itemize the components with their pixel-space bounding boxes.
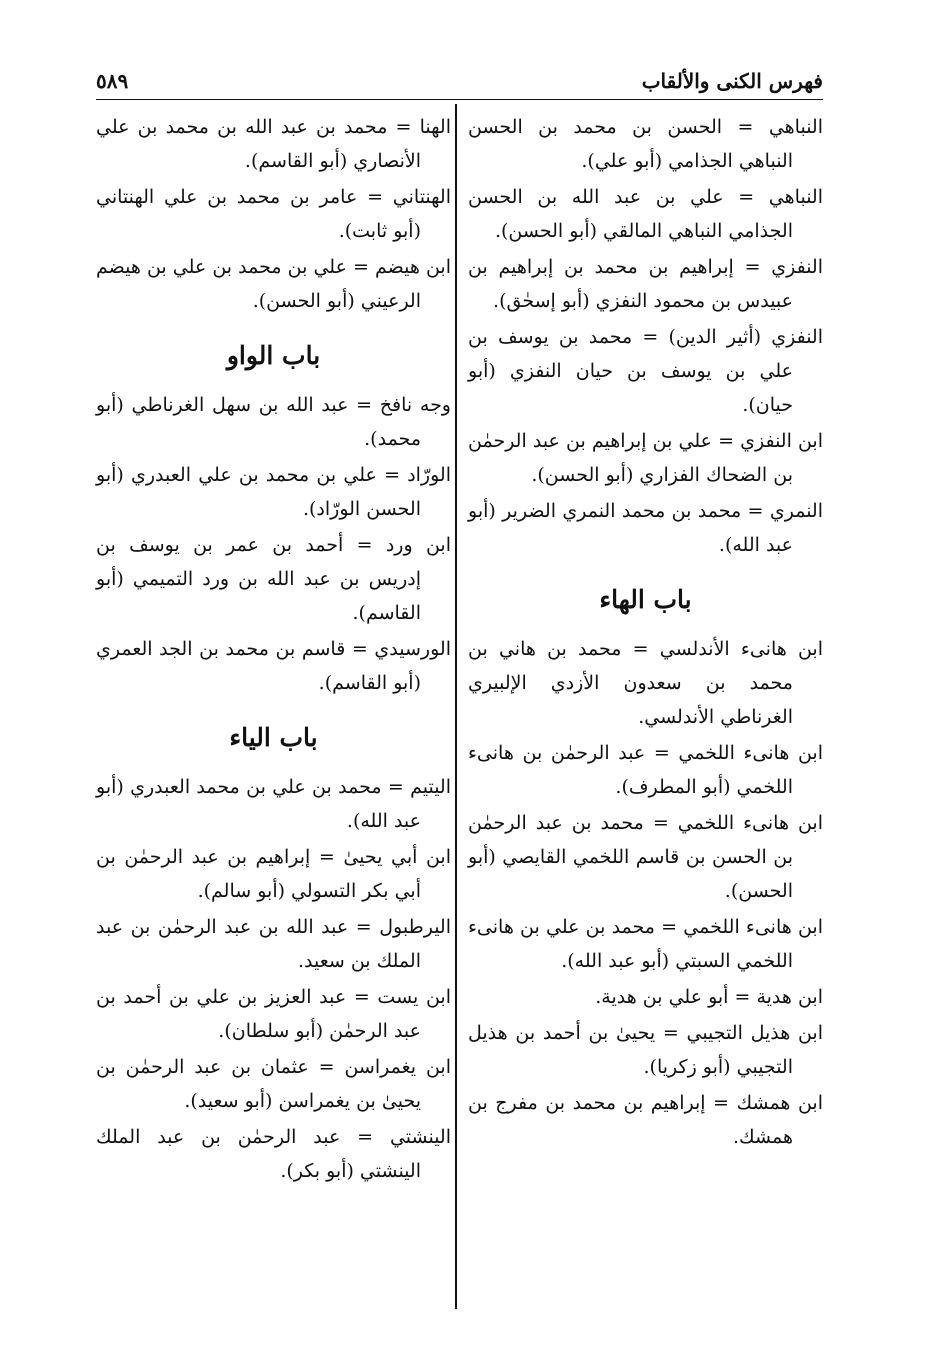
- index-entry: الورسيدي = قاسم بن محمد بن الجد العمري (أبو القاسم).: [96, 638, 451, 694]
- index-entry: النفزي (أثير الدين) = محمد بن يوسف بن علي بن يوسف بن حيان النفزي (أبو حيان).: [468, 326, 823, 416]
- index-entry: النباهي = الحسن بن محمد بن الحسن النباهي الجذامي (أبو علي).: [468, 116, 823, 172]
- section-heading-ha: باب الهاء: [599, 585, 692, 614]
- index-entry: ابن النفزي = علي بن إبراهيم بن عبد الرحمٰن بن الضحاك الفزاري (أبو الحسن).: [468, 430, 823, 486]
- index-entry: ابن ورد = أحمد بن عمر بن يوسف بن إدريس بن عبد الله بن ورد التميمي (أبو القاسم).: [96, 534, 451, 624]
- section-heading-waw: باب الواو: [226, 341, 321, 370]
- index-entry: الورّاد = علي بن محمد بن علي العبدري (أبو الحسن الورّاد).: [96, 464, 451, 520]
- index-entry: ابن يغمراسن = عثمان بن عبد الرحمٰن بن يحيىٰ بن يغمراسن (أبو سعيد).: [96, 1056, 451, 1112]
- page-number: ٥٨٩: [96, 69, 129, 93]
- left-column: [96, 110, 451, 1190]
- index-entry: ابن هدية = أبو علي بن هدية.: [595, 986, 823, 1008]
- index-entry: ابن همشك = إبراهيم بن محمد بن مفرج بن همشك.: [468, 1092, 823, 1148]
- index-entry: ابن أبي يحيىٰ = إبراهيم بن عبد الرحمٰن بن أبي بكر التسولي (أبو سالم).: [96, 846, 451, 902]
- section-heading-ya: باب الياء: [229, 723, 318, 752]
- index-entry: اليرطبول = عبد الله بن عبد الرحمٰن بن عبد الملك بن سعيد.: [96, 916, 451, 972]
- index-entry: النفزي = إبراهيم بن محمد بن إبراهيم بن عبيدس بن محمود النفزي (أبو إسحٰق).: [468, 256, 823, 312]
- page-header: [96, 50, 823, 100]
- page-title: فهرس الكنى والألقاب: [641, 69, 823, 93]
- index-entry: ابن يست = عبد العزيز بن علي بن أحمد بن عبد الرحمٰن (أبو سلطان).: [96, 986, 451, 1042]
- right-column: [468, 110, 823, 1156]
- index-entry: ابن هانىء الأندلسي = محمد بن هاني بن محمد بن سعدون الأزدي الإلبيري الغرناطي الأندلسي.: [468, 638, 823, 728]
- index-entry: ابن هانىء اللخمي = محمد بن علي بن هانىء اللخمي السبتي (أبو عبد الله).: [468, 916, 823, 972]
- index-entry: ابن هيضم = علي بن محمد بن علي بن هيضم الرعيني (أبو الحسن).: [96, 256, 451, 312]
- index-entry: النباهي = علي بن عبد الله بن الحسن الجذامي النباهي المالقي (أبو الحسن).: [468, 186, 823, 242]
- index-entry: النمري = محمد بن محمد النمري الضرير (أبو عبد الله).: [468, 500, 823, 556]
- index-entry: ابن هانىء اللخمي = محمد بن عبد الرحمٰن بن الحسن بن قاسم اللخمي القايصي (أبو الحسن).: [468, 812, 823, 902]
- column-divider: [455, 104, 457, 1309]
- index-entry: اليتيم = محمد بن علي بن محمد العبدري (أبو عبد الله).: [96, 776, 451, 832]
- index-entry: الينشتي = عبد الرحمٰن بن عبد الملك الينشتي (أبو بكر).: [96, 1126, 451, 1182]
- index-entry: الهنا = محمد بن عبد الله بن محمد بن علي الأنصاري (أبو القاسم).: [96, 116, 451, 172]
- index-entry: ابن هذيل التجيبي = يحيىٰ بن أحمد بن هذيل التجيبي (أبو زكريا).: [468, 1022, 823, 1078]
- index-entry: وجه نافخ = عبد الله بن سهل الغرناطي (أبو محمد).: [96, 394, 451, 450]
- index-entry: ابن هانىء اللخمي = عبد الرحمٰن بن هانىء اللخمي (أبو المطرف).: [468, 742, 823, 798]
- index-entry: الهنتاني = عامر بن محمد بن علي الهنتاني (أبو ثابت).: [96, 186, 451, 242]
